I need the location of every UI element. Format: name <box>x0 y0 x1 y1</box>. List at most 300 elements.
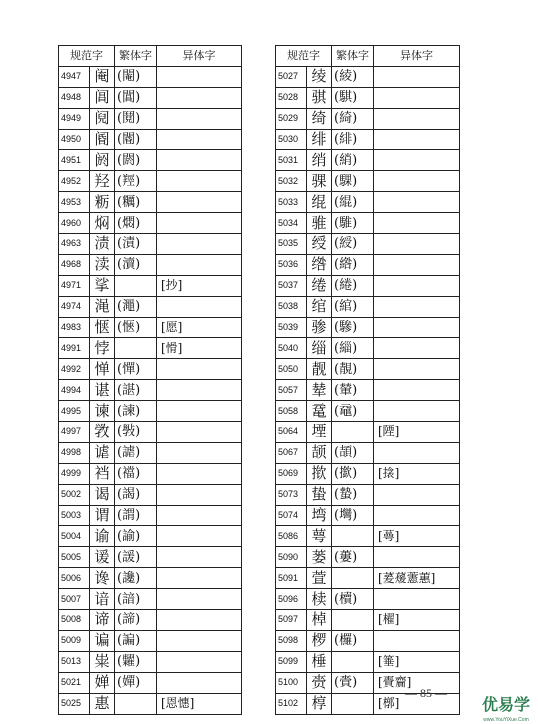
traditional-char: (綾) <box>332 66 374 87</box>
entry-number: 5032 <box>276 171 307 192</box>
standard-char: 惬 <box>90 317 115 338</box>
standard-char: 谒 <box>90 484 115 505</box>
variant-char <box>374 129 460 150</box>
traditional-char: (緇) <box>332 338 374 359</box>
standard-char: 椁 <box>307 693 332 714</box>
entry-number: 4952 <box>59 171 90 192</box>
traditional-char: (閽) <box>115 129 157 150</box>
standard-char: 塆 <box>307 505 332 526</box>
entry-number: 5003 <box>59 505 90 526</box>
table-row <box>276 547 460 568</box>
traditional-char <box>332 526 374 547</box>
entry-number: 4999 <box>59 463 90 484</box>
variant-char: [槨] <box>374 693 460 714</box>
traditional-char: (燜) <box>115 213 157 234</box>
variant-char <box>157 422 242 443</box>
entry-number: 5002 <box>59 484 90 505</box>
table-row <box>276 526 460 547</box>
variant-char: [搇] <box>374 463 460 484</box>
entry-number: 4991 <box>59 338 90 359</box>
variant-char <box>157 442 242 463</box>
entry-number: 5040 <box>276 338 307 359</box>
standard-char: 谕 <box>90 526 115 547</box>
traditional-char: (閶) <box>115 87 157 108</box>
traditional-char: (綣) <box>332 275 374 296</box>
table-row <box>59 484 242 505</box>
header-traditional: 繁体字 <box>115 46 157 67</box>
traditional-char: (騍) <box>332 171 374 192</box>
standard-char: 骒 <box>307 171 332 192</box>
variant-char: [陻] <box>374 422 460 443</box>
entry-number: 4947 <box>59 66 90 87</box>
standard-char: 阊 <box>90 87 115 108</box>
entry-number: 4949 <box>59 108 90 129</box>
standard-char: 萱 <box>307 568 332 589</box>
entry-number: 5007 <box>59 589 90 610</box>
entry-number: 5028 <box>276 87 307 108</box>
table-row <box>59 401 242 422</box>
standard-char: 棹 <box>307 610 332 631</box>
table-row <box>59 192 242 213</box>
variant-char <box>374 317 460 338</box>
entry-number: 4997 <box>59 422 90 443</box>
standard-char: 惠 <box>90 693 115 714</box>
variant-char: [愲] <box>157 338 242 359</box>
standard-char: 赍 <box>307 672 332 693</box>
traditional-char: (讒) <box>115 568 157 589</box>
traditional-char: (糶) <box>115 651 157 672</box>
entry-number: 5100 <box>276 672 307 693</box>
standard-char: 蒌 <box>307 547 332 568</box>
standard-char: 绮 <box>307 108 332 129</box>
standard-char: 棰 <box>307 651 332 672</box>
variant-char <box>374 66 460 87</box>
variant-char <box>374 505 460 526</box>
variant-char <box>157 568 242 589</box>
entry-number: 5021 <box>59 672 90 693</box>
traditional-char: (綬) <box>332 234 374 255</box>
variant-char: [箠] <box>374 651 460 672</box>
entry-number: 4998 <box>59 442 90 463</box>
standard-char: 萼 <box>307 526 332 547</box>
standard-char: 谙 <box>90 589 115 610</box>
entry-number: 5034 <box>276 213 307 234</box>
standard-char: 绾 <box>307 296 332 317</box>
table-row <box>59 422 242 443</box>
traditional-char: (襠) <box>115 463 157 484</box>
traditional-char: (撳) <box>332 463 374 484</box>
entry-number: 5073 <box>276 484 307 505</box>
table-row <box>276 401 460 422</box>
variant-char <box>374 630 460 651</box>
standard-char: 绫 <box>307 66 332 87</box>
standard-char: 骐 <box>307 87 332 108</box>
standard-char: 阏 <box>90 150 115 171</box>
entry-number: 5058 <box>276 401 307 422</box>
traditional-char: (愜) <box>115 317 157 338</box>
traditional-char: (綃) <box>332 150 374 171</box>
table-row <box>59 568 242 589</box>
table-row <box>276 463 460 484</box>
standard-char: 颉 <box>307 442 332 463</box>
table-row <box>276 610 460 631</box>
traditional-char: (諭) <box>115 526 157 547</box>
entry-number: 5030 <box>276 129 307 150</box>
variant-char <box>374 171 460 192</box>
traditional-char: (騏) <box>332 87 374 108</box>
traditional-char: (嬋) <box>115 672 157 693</box>
table-row <box>59 296 242 317</box>
variant-char <box>157 296 242 317</box>
traditional-char: (閼) <box>115 150 157 171</box>
entry-number: 5005 <box>59 547 90 568</box>
traditional-char: (謂) <box>115 505 157 526</box>
variant-char <box>157 108 242 129</box>
svg-text:www.YouYiXue.Com: www.YouYiXue.Com <box>483 717 529 723</box>
table-row <box>59 66 242 87</box>
traditional-char: (頡) <box>332 442 374 463</box>
header-standard: 规范字 <box>276 46 332 67</box>
traditional-char: (騅) <box>332 213 374 234</box>
table-row <box>59 87 242 108</box>
variant-char: [愿] <box>157 317 242 338</box>
standard-char: 谝 <box>90 630 115 651</box>
traditional-char: (綺) <box>332 108 374 129</box>
standard-char: 绺 <box>307 254 332 275</box>
traditional-char: (欏) <box>332 630 374 651</box>
table-row <box>59 547 242 568</box>
standard-char: 谓 <box>90 505 115 526</box>
table-row <box>276 630 460 651</box>
entry-number: 5050 <box>276 359 307 380</box>
entry-number: 4968 <box>59 254 90 275</box>
traditional-char <box>332 422 374 443</box>
traditional-char <box>115 693 157 714</box>
svg-text:优易学: 优易学 <box>481 695 531 714</box>
variant-char <box>374 192 460 213</box>
table-row <box>59 254 242 275</box>
entry-number: 5004 <box>59 526 90 547</box>
variant-char <box>157 129 242 150</box>
entry-number: 5098 <box>276 630 307 651</box>
variant-char <box>374 254 460 275</box>
variant-char <box>374 338 460 359</box>
table-row <box>59 505 242 526</box>
variant-char <box>157 192 242 213</box>
table-row <box>276 568 460 589</box>
standard-char: 堙 <box>307 422 332 443</box>
table-row <box>59 338 242 359</box>
variant-char <box>157 254 242 275</box>
table-row <box>276 338 460 359</box>
table-row <box>59 526 242 547</box>
traditional-char: (綰) <box>332 296 374 317</box>
table-row <box>276 422 460 443</box>
table-row <box>59 630 242 651</box>
standard-char: 渍 <box>90 234 115 255</box>
table-row <box>276 213 460 234</box>
table-row <box>276 505 460 526</box>
traditional-char: (諞) <box>115 630 157 651</box>
traditional-char: (諳) <box>115 589 157 610</box>
left-table-body <box>59 66 242 714</box>
table-row <box>276 275 460 296</box>
traditional-char: (緋) <box>332 129 374 150</box>
traditional-char: (輦) <box>332 380 374 401</box>
traditional-char: (謔) <box>115 442 157 463</box>
variant-char <box>157 610 242 631</box>
standard-char: 骖 <box>307 317 332 338</box>
variant-char: [櫂] <box>374 610 460 631</box>
variant-char <box>157 66 242 87</box>
table-row <box>59 380 242 401</box>
entry-number: 4951 <box>59 150 90 171</box>
traditional-char <box>332 651 374 672</box>
traditional-char: (緄) <box>332 192 374 213</box>
entry-number: 5029 <box>276 108 307 129</box>
entry-number: 5102 <box>276 693 307 714</box>
variant-char <box>374 275 460 296</box>
table-row <box>59 317 242 338</box>
table-row <box>59 150 242 171</box>
variant-char <box>374 213 460 234</box>
variant-char <box>374 108 460 129</box>
standard-char: 敩 <box>90 422 115 443</box>
traditional-char: (櫝) <box>332 589 374 610</box>
standard-char: 裆 <box>90 463 115 484</box>
entry-number: 5038 <box>276 296 307 317</box>
standard-char: 谗 <box>90 568 115 589</box>
table-row <box>276 66 460 87</box>
table-row <box>276 108 460 129</box>
entry-number: 4953 <box>59 192 90 213</box>
table-row <box>276 651 460 672</box>
variant-char: [賷齎] <box>374 672 460 693</box>
traditional-char: (糲) <box>115 192 157 213</box>
standard-char: 缁 <box>307 338 332 359</box>
standard-char: 阉 <box>90 66 115 87</box>
entry-number: 4963 <box>59 234 90 255</box>
variant-char <box>157 484 242 505</box>
traditional-char <box>115 275 157 296</box>
standard-char: 骓 <box>307 213 332 234</box>
traditional-char: (澠) <box>115 296 157 317</box>
standard-char: 谛 <box>90 610 115 631</box>
entry-number: 5033 <box>276 192 307 213</box>
standard-char: 谏 <box>90 401 115 422</box>
variant-char: [抄] <box>157 275 242 296</box>
traditional-char: (蔞) <box>332 547 374 568</box>
youyixue-watermark-logo <box>476 690 536 724</box>
entry-number: 5067 <box>276 442 307 463</box>
variant-char <box>374 547 460 568</box>
traditional-char: (蟄) <box>332 484 374 505</box>
standard-char: 婵 <box>90 672 115 693</box>
standard-char: 椟 <box>307 589 332 610</box>
traditional-char: (靚) <box>332 359 374 380</box>
variant-char <box>157 359 242 380</box>
entry-number: 5025 <box>59 693 90 714</box>
traditional-char: (斅) <box>115 422 157 443</box>
table-row <box>59 589 242 610</box>
right-character-table <box>275 45 460 715</box>
header-standard: 规范字 <box>59 46 115 67</box>
traditional-char: (賫) <box>332 672 374 693</box>
standard-char: 鼋 <box>307 401 332 422</box>
variant-char <box>374 442 460 463</box>
table-row <box>59 463 242 484</box>
table-row <box>59 651 242 672</box>
standard-char: 阍 <box>90 129 115 150</box>
table-row <box>276 129 460 150</box>
entry-number: 5064 <box>276 422 307 443</box>
variant-char <box>157 401 242 422</box>
entry-number: 5009 <box>59 630 90 651</box>
entry-number: 4994 <box>59 380 90 401</box>
traditional-char: (壪) <box>332 505 374 526</box>
standard-char: 绻 <box>307 275 332 296</box>
variant-char <box>157 150 242 171</box>
traditional-char: (綹) <box>332 254 374 275</box>
entry-number: 5035 <box>276 234 307 255</box>
variant-char <box>157 171 242 192</box>
entry-number: 5013 <box>59 651 90 672</box>
standard-char: 椤 <box>307 630 332 651</box>
entry-number: 5057 <box>276 380 307 401</box>
standard-char: 阋 <box>90 108 115 129</box>
entry-number: 4983 <box>59 317 90 338</box>
standard-char: 靓 <box>307 359 332 380</box>
table-row <box>59 359 242 380</box>
traditional-char: (黿) <box>332 401 374 422</box>
standard-char: 悖 <box>90 338 115 359</box>
traditional-char: (諼) <box>115 547 157 568</box>
entry-number: 4948 <box>59 87 90 108</box>
variant-char <box>157 672 242 693</box>
traditional-char: (鬩) <box>115 108 157 129</box>
variant-char <box>374 589 460 610</box>
entry-number: 5086 <box>276 526 307 547</box>
traditional-char <box>332 693 374 714</box>
traditional-char: (謁) <box>115 484 157 505</box>
header-variant: 异体字 <box>374 46 460 67</box>
table-row <box>276 150 460 171</box>
table-row <box>276 380 460 401</box>
variant-char: [萲蕿藼蕙] <box>374 568 460 589</box>
table-row <box>276 442 460 463</box>
variant-char <box>374 359 460 380</box>
standard-char: 挲 <box>90 275 115 296</box>
entry-number: 5096 <box>276 589 307 610</box>
traditional-char: (諦) <box>115 610 157 631</box>
table-row <box>59 234 242 255</box>
table-row <box>59 213 242 234</box>
entry-number: 5031 <box>276 150 307 171</box>
standard-char: 粜 <box>90 651 115 672</box>
table-row <box>59 129 242 150</box>
variant-char <box>157 505 242 526</box>
table-row <box>276 254 460 275</box>
entry-number: 5074 <box>276 505 307 526</box>
standard-char: 惮 <box>90 359 115 380</box>
traditional-char: (諶) <box>115 380 157 401</box>
header-variant: 异体字 <box>157 46 242 67</box>
entry-number: 5039 <box>276 317 307 338</box>
page-number: — 85 — <box>405 686 447 700</box>
entry-number: 4950 <box>59 129 90 150</box>
standard-char: 谑 <box>90 442 115 463</box>
entry-number: 5037 <box>276 275 307 296</box>
entry-number: 5090 <box>276 547 307 568</box>
entry-number: 5006 <box>59 568 90 589</box>
traditional-char: (閹) <box>115 66 157 87</box>
standard-char: 谖 <box>90 547 115 568</box>
variant-char <box>157 213 242 234</box>
header-traditional: 繁体字 <box>332 46 374 67</box>
table-row <box>276 359 460 380</box>
variant-char <box>374 87 460 108</box>
variant-char <box>374 401 460 422</box>
traditional-char: (羥) <box>115 171 157 192</box>
table-row <box>59 275 242 296</box>
variant-char: [恩憓] <box>157 693 242 714</box>
entry-number: 4971 <box>59 275 90 296</box>
entry-number: 5099 <box>276 651 307 672</box>
table-header-row <box>59 46 242 67</box>
standard-char: 羟 <box>90 171 115 192</box>
table-row <box>59 442 242 463</box>
table-row <box>59 171 242 192</box>
right-table-body <box>276 66 460 714</box>
entry-number: 5091 <box>276 568 307 589</box>
table-row <box>276 87 460 108</box>
variant-char <box>157 380 242 401</box>
table-row <box>59 693 242 714</box>
table-row <box>276 234 460 255</box>
standard-char: 渑 <box>90 296 115 317</box>
variant-char <box>374 150 460 171</box>
variant-char <box>157 547 242 568</box>
variant-char <box>157 526 242 547</box>
standard-char: 焖 <box>90 213 115 234</box>
table-row <box>276 484 460 505</box>
table-row <box>59 610 242 631</box>
traditional-char: (驂) <box>332 317 374 338</box>
entry-number: 4992 <box>59 359 90 380</box>
traditional-char <box>332 568 374 589</box>
entry-number: 5069 <box>276 463 307 484</box>
variant-char <box>374 380 460 401</box>
table-row <box>276 589 460 610</box>
traditional-char <box>332 610 374 631</box>
table-row <box>59 108 242 129</box>
traditional-char: (諫) <box>115 401 157 422</box>
traditional-char: (漬) <box>115 234 157 255</box>
entry-number: 4960 <box>59 213 90 234</box>
traditional-char <box>115 338 157 359</box>
table-row <box>276 317 460 338</box>
variant-char <box>157 651 242 672</box>
standard-char: 绡 <box>307 150 332 171</box>
standard-char: 绯 <box>307 129 332 150</box>
entry-number: 5097 <box>276 610 307 631</box>
variant-char <box>157 87 242 108</box>
standard-char: 揿 <box>307 463 332 484</box>
standard-char: 绶 <box>307 234 332 255</box>
standard-char: 谌 <box>90 380 115 401</box>
entry-number: 4974 <box>59 296 90 317</box>
variant-char <box>157 463 242 484</box>
